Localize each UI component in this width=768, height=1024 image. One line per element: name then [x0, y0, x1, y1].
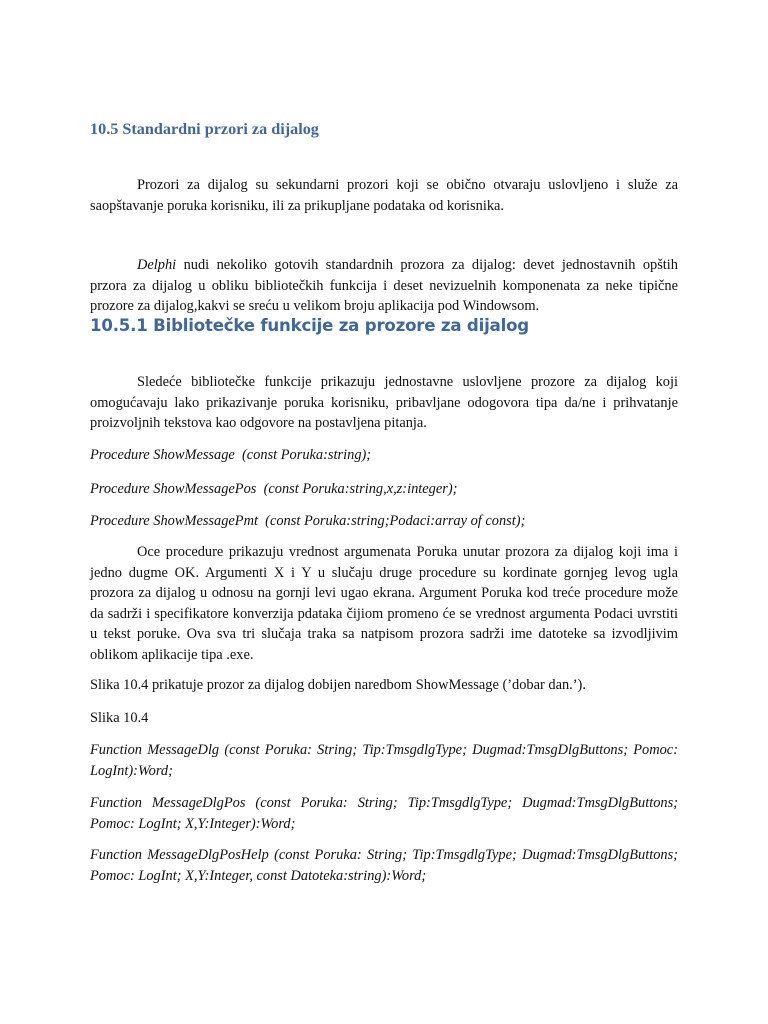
delphi-term: Delphi: [137, 257, 177, 273]
procedures-explanation-paragraph: Oce procedure prikazuju vrednost argumenata Poruka unutar prozora za dijalog koji ima i jedno dugme OK. Argumenti X i Y u slučaju druge procedure su kordinate gornjeg levog ugla prozora za dijalog u odnosu na gornji levi ugao ekrana. Argument Poruka kod treće procedure može da sadrži i specifikatore konverzija pdataka čijiom promeno će se vrednost argumenta Podaci uvrstiti u tekst poruke. Ova sva tri slučaja traka sa natpisom prozora sadrži ime datoteke sa izvodljivim oblikom aplikacije tipa .exe.: [90, 544, 678, 663]
code-message-dlg-pos-help: Function MessageDlgPosHelp (const Poruka: String; Tip:TmsgdlgType; Dugmad:TmsgDlgButtons; Pomoc: LogInt; X,Y:Integer, const Datoteka:string):Word;: [90, 847, 678, 884]
code-message-dlg-pos: Function MessageDlgPos (const Poruka: String; Tip:TmsgdlgType; Dugmad:TmsgDlgButtons; Pomoc: LogInt; X,Y:Integer):Word;: [90, 795, 678, 832]
code-show-message-pmt: Procedure ShowMessagePmt (const Poruka:string;Podaci:array of const);: [90, 513, 526, 529]
figure-reference-paragraph: Slika 10.4 prikatuje prozor za dijalog dobijen naredbom ShowMessage (’dobar dan.’).: [90, 677, 586, 693]
code-show-message-pos: Procedure ShowMessagePos (const Poruka:string,x,z:integer);: [90, 481, 458, 497]
functions-intro-paragraph: Sledeće bibliotečke funkcije prikazuju jednostavne uslovljene prozore za dijalog koji omogućavaju lako prikazivanje poruka korisniku, pribavljane odogovora tipa da/ne i prihvatanje proizvoljnih tekstova kao odgovore na postavljena pitanja.: [90, 374, 678, 432]
delphi-paragraph: [90, 255, 678, 317]
delphi-paragraph-text: nudi nekoliko gotovih standardnih prozora za dijalog: devet jednostavnih opštih przora za dijalog u obliku bibliotečkih funkcija i deset nevizuelnih komponenata za neke tipične prozore za dijalog,kakvi se sreću u velikom broju aplikacija pod Windowsom.: [90, 257, 678, 315]
section-heading: 10.5 Standardni przori za dijalog: [90, 120, 319, 138]
subsection-heading: 10.5.1 Bibliotečke funkcije za prozore za dijalog: [90, 316, 529, 335]
figure-caption: Slika 10.4: [90, 710, 149, 726]
code-show-message: Procedure ShowMessage (const Poruka:string);: [90, 447, 372, 463]
document-page: [90, 0, 678, 1024]
code-message-dlg: Function MessageDlg (const Poruka: String; Tip:TmsgdlgType; Dugmad:TmsgDlgButtons; Pomoc: LogInt):Word;: [90, 742, 678, 779]
intro-paragraph: Prozori za dijalog su sekundarni prozori koji se obično otvaraju uslovljeno i služe za saopštavanje poruka korisniku, ili za prikupljane podataka od korisnika.: [90, 177, 678, 214]
